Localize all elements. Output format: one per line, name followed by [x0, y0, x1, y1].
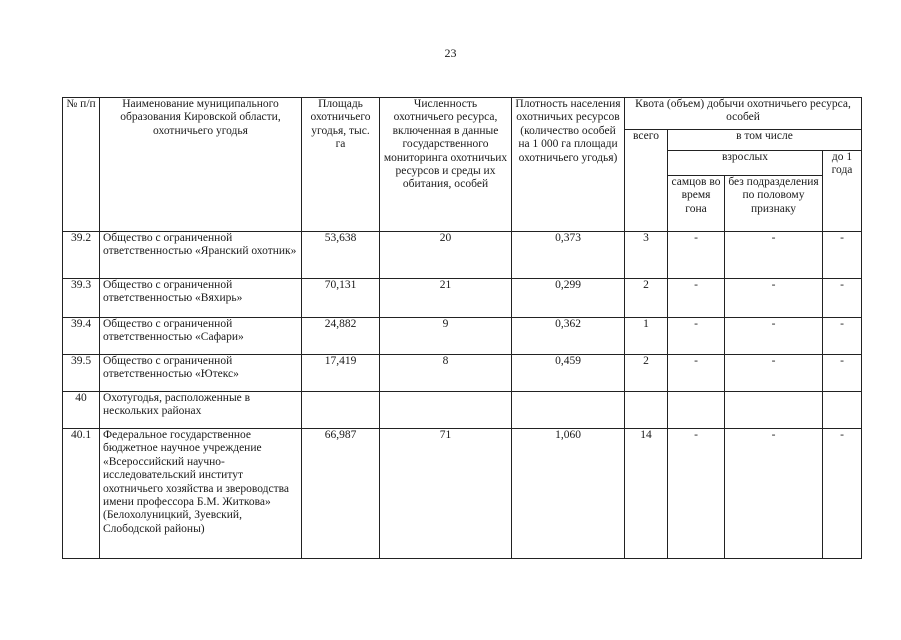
row-name: Общество с ограниченной ответственностью «Вяхирь»: [100, 279, 302, 318]
row-count: 9: [380, 318, 512, 355]
row-name: Охотугодья, расположенные в нескольких районах: [100, 392, 302, 429]
row-total: 1: [625, 318, 668, 355]
row-area: 17,419: [302, 355, 380, 392]
row-nosex: -: [725, 318, 823, 355]
row-nosex: [725, 392, 823, 429]
row-density: 0,373: [512, 232, 625, 279]
row-count: 21: [380, 279, 512, 318]
row-no: 39.5: [63, 355, 100, 392]
row-nosex: -: [725, 429, 823, 559]
row-total: 2: [625, 355, 668, 392]
row-density: 0,459: [512, 355, 625, 392]
row-under1: -: [823, 279, 862, 318]
row-name: Общество с ограниченной ответственностью «Ютекс»: [100, 355, 302, 392]
row-males: -: [668, 232, 725, 279]
row-density: [512, 392, 625, 429]
row-count: 20: [380, 232, 512, 279]
row-under1: -: [823, 355, 862, 392]
header-total: всего: [625, 130, 668, 232]
row-males: -: [668, 318, 725, 355]
row-no: 39.4: [63, 318, 100, 355]
header-quota: Квота (объем) добычи охотничьего ресурса, особей: [625, 98, 862, 130]
header-name: Наименование муниципального образования Кировской области, охотничьего угодья: [100, 98, 302, 232]
header-area: Площадь охотничьего угодья, тыс. га: [302, 98, 380, 232]
row-no: 39.3: [63, 279, 100, 318]
row-density: 0,299: [512, 279, 625, 318]
row-area: 70,131: [302, 279, 380, 318]
row-area: 66,987: [302, 429, 380, 559]
row-total: 3: [625, 232, 668, 279]
row-count: [380, 392, 512, 429]
table-row: [63, 279, 862, 318]
row-males: -: [668, 279, 725, 318]
row-nosex: -: [725, 279, 823, 318]
header-no-sex: без подразделения по половому признаку: [725, 176, 823, 232]
row-area: [302, 392, 380, 429]
row-density: 1,060: [512, 429, 625, 559]
header-no: № п/п: [63, 98, 100, 232]
row-no: 40.1: [63, 429, 100, 559]
row-name: Общество с ограниченной ответственностью «Яранский охотник»: [100, 232, 302, 279]
table-row: [63, 392, 862, 429]
row-total: 2: [625, 279, 668, 318]
row-area: 24,882: [302, 318, 380, 355]
row-nosex: -: [725, 355, 823, 392]
page-number: 23: [444, 46, 457, 60]
row-count: 8: [380, 355, 512, 392]
row-total: [625, 392, 668, 429]
table-row: [63, 318, 862, 355]
row-count: 71: [380, 429, 512, 559]
row-males: [668, 392, 725, 429]
table-row: [63, 355, 862, 392]
header-density: Плотность населения охотничьих ресурсов (количество особей на 1 000 га площади охотничьего угодья): [512, 98, 625, 232]
row-no: 40: [63, 392, 100, 429]
table-row: [63, 232, 862, 279]
row-name: Федеральное государственное бюджетное научное учреждение «Всероссийский научно-исследовательский институт охотничьего хозяйства и звероводства имени профессора Б.М. Житкова» (Белохолуницкий, Зуевский, Слободской районы): [100, 429, 302, 559]
row-under1: [823, 392, 862, 429]
quota-table: [62, 97, 862, 559]
row-total: 14: [625, 429, 668, 559]
row-name: Общество с ограниченной ответственностью «Сафари»: [100, 318, 302, 355]
header-count: Численность охотничьего ресурса, включенная в данные государственного мониторинга охотничьих ресурсов и среды их обитания, особей: [380, 98, 512, 232]
row-density: 0,362: [512, 318, 625, 355]
header-adults: взрослых: [668, 151, 823, 176]
row-nosex: -: [725, 232, 823, 279]
header-including: в том числе: [668, 130, 862, 151]
row-under1: -: [823, 429, 862, 559]
row-males: -: [668, 355, 725, 392]
row-under1: -: [823, 318, 862, 355]
header-under1: до 1 года: [823, 151, 862, 232]
row-no: 39.2: [63, 232, 100, 279]
table-row: [63, 429, 862, 559]
header-males-rut: самцов во время гона: [668, 176, 725, 232]
row-males: -: [668, 429, 725, 559]
row-area: 53,638: [302, 232, 380, 279]
row-under1: -: [823, 232, 862, 279]
